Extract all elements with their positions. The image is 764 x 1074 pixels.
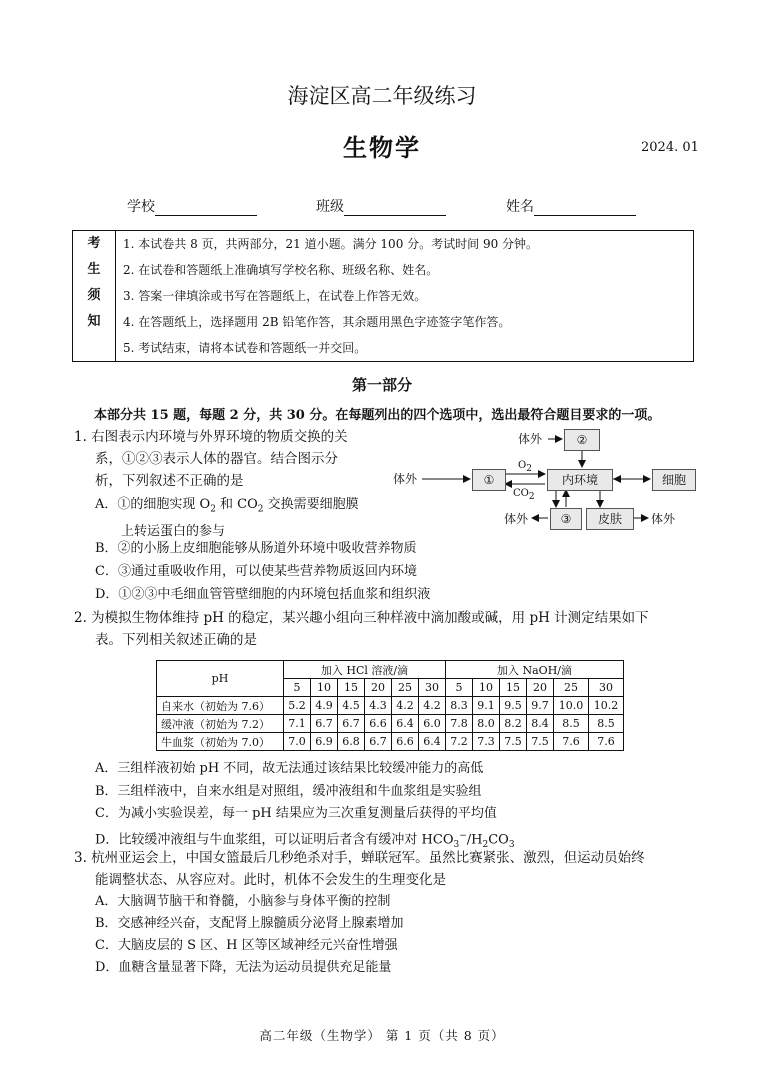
q2-option-a[interactable]: A．三组样液初始 pH 不同，故无法通过该结果比较缓冲能力的高低	[95, 761, 484, 776]
table-row: 自来水（初始为 7.6） 5.2 4.9 4.5 4.3 4.2 4.2 8.3 9.1 9.5 9.7 10.0 10.2	[157, 697, 624, 715]
school-field	[127, 196, 257, 216]
q2-option-c[interactable]: C．为减小实验误差，每一 pH 结果应为三次重复测量后获得的平均值	[95, 806, 497, 821]
diagram-co2-label: $CO_2$	[513, 488, 535, 502]
q3-option-a[interactable]: A．大脑调节脑干和脊髓，小脑参与身体平衡的控制	[95, 894, 391, 909]
notice-box	[72, 230, 694, 362]
q1-option-d[interactable]: D．①②③中毛细血管管壁细胞的内环境包括血浆和组织液	[95, 587, 431, 602]
exam-date: 2024. 01	[641, 140, 699, 155]
q2-option-d[interactable]: D．比较缓冲液组与牛血浆组，可以证明后者含有缓冲对 $HCO_3^-/H_2CO_3$	[95, 831, 515, 850]
diagram-outside-bottom: 体外	[504, 512, 529, 526]
diagram-skin: 皮肤	[586, 508, 634, 530]
notice-item: 3. 答案一律填涂或书写在答题纸上，在试卷上作答无效。	[123, 289, 427, 303]
q3-option-b[interactable]: B．交感神经兴奋，支配肾上腺髓质分泌肾上腺素增加	[95, 916, 404, 931]
q1-option-c[interactable]: C．③通过重吸收作用，可以使某些营养物质返回内环境	[95, 564, 417, 579]
table-corner: pH	[157, 661, 284, 697]
q1-option-a[interactable]: A．①的细胞实现 $O_2$ 和 $CO_2$ 交换需要细胞膜 上转运蛋白的参与	[95, 497, 359, 539]
school-blank[interactable]	[155, 199, 257, 216]
q2-data-table: pH 加入 HCl 溶液/滴 加入 NaOH/滴 5 10 15 20 25 30 5 10 15 20 25 30 自来水（初始为 7.6） 5.2 4.9 4.5 4.3 4.2 4.2 8.3 9.1 9.5 9.7 10.0 10.2 缓冲液（初始为 7.2） 7.1 6.7 6.7 6.6 6.4 6.0 7.8 8.0 8.2 8.4 8.5 8.5 牛血浆（初始为 7.0） 7.0 6.9 6.8 6.7 6.6 6.4 7.2 7.3 7.5 7.5 7.6 7.6	[156, 660, 624, 751]
q2-option-b[interactable]: B．三组样液中，自来水组是对照组，缓冲液组和牛血浆组是实验组	[95, 784, 482, 799]
q3-option-c[interactable]: C．大脑皮层的 S 区、H 区等区域神经元兴奋性增强	[95, 938, 398, 953]
exam-title: 海淀区高二年级练习	[287, 84, 477, 108]
name-blank[interactable]	[534, 199, 636, 216]
notice-item: 4. 在答题纸上，选择题用 2B 铅笔作答，其余题用黑色字迹签字笔作答。	[123, 315, 511, 329]
table-row: 缓冲液（初始为 7.2） 7.1 6.7 6.7 6.6 6.4 6.0 7.8 8.0 8.2 8.4 8.5 8.5	[157, 715, 624, 733]
q1-option-b[interactable]: B．②的小肠上皮细胞能够从肠道外环境中吸收营养物质	[95, 541, 417, 556]
q3-option-d[interactable]: D．血糖含量显著下降，无法为运动员提供充足能量	[95, 960, 392, 975]
class-blank[interactable]	[344, 199, 446, 216]
diagram-outside-right: 体外	[651, 512, 676, 526]
notice-item: 5. 考试结束，请将本试卷和答题纸一并交回。	[123, 341, 367, 355]
diagram-outside-left: 体外	[393, 472, 418, 486]
subject-title: 生物学	[343, 133, 421, 162]
page-footer: 高二年级（生物学） 第 1 页（共 8 页）	[259, 1028, 505, 1043]
q1-stem: 1. 右图表示内环境与外界环境的物质交换的关 系，①②③表示人体的器官。结合图示分 析，下列叙述不正确的是	[74, 429, 348, 489]
q2-stem: 2. 为模拟生物体维持 pH 的稳定，某兴趣小组向三种样液中滴加酸或碱，用 pH 计测定结果如下 表。下列相关叙述正确的是	[74, 610, 649, 648]
class-field	[316, 196, 446, 216]
diagram-organ-1: ①	[472, 469, 506, 491]
notice-item: 2. 在试卷和答题纸上准确填写学校名称、班级名称、姓名。	[123, 263, 439, 277]
table-header-naoh: 加入 NaOH/滴	[446, 661, 624, 679]
q1-diagram	[390, 428, 700, 532]
name-label: 姓名	[506, 199, 534, 215]
notice-heading: 考 生 须 知	[73, 231, 116, 361]
diagram-organ-2: ②	[564, 429, 600, 451]
notice-item: 1. 本试卷共 8 页，共两部分，21 道小题。满分 100 分。考试时间 90 分钟。	[123, 237, 539, 251]
q3-stem: 3. 杭州亚运会上，中国女篮最后几秒绝杀对手，蝉联冠军。虽然比赛紧张、激烈，但运动员始终 能调整状态、从容应对。此时，机体不会发生的生理变化是	[74, 850, 645, 888]
diagram-organ-3: ③	[550, 508, 582, 530]
diagram-o2-label: $O_2$	[518, 460, 532, 474]
notice-list	[123, 231, 688, 361]
table-header-hcl: 加入 HCl 溶液/滴	[284, 661, 446, 679]
diagram-internal-environment: 内环境	[547, 469, 613, 491]
diagram-outside-top: 体外	[518, 432, 543, 446]
part-title: 第一部分	[351, 376, 412, 394]
diagram-cell: 细胞	[652, 469, 696, 491]
school-label: 学校	[127, 199, 155, 215]
name-field	[506, 196, 636, 216]
table-row: 牛血浆（初始为 7.0） 7.0 6.9 6.8 6.7 6.6 6.4 7.2 7.3 7.5 7.5 7.6 7.6	[157, 733, 624, 751]
class-label: 班级	[316, 199, 344, 215]
part-instruction: 本部分共 15 题，每题 2 分，共 30 分。在每题列出的四个选项中，选出最符合题目要求的一项。	[94, 408, 661, 423]
